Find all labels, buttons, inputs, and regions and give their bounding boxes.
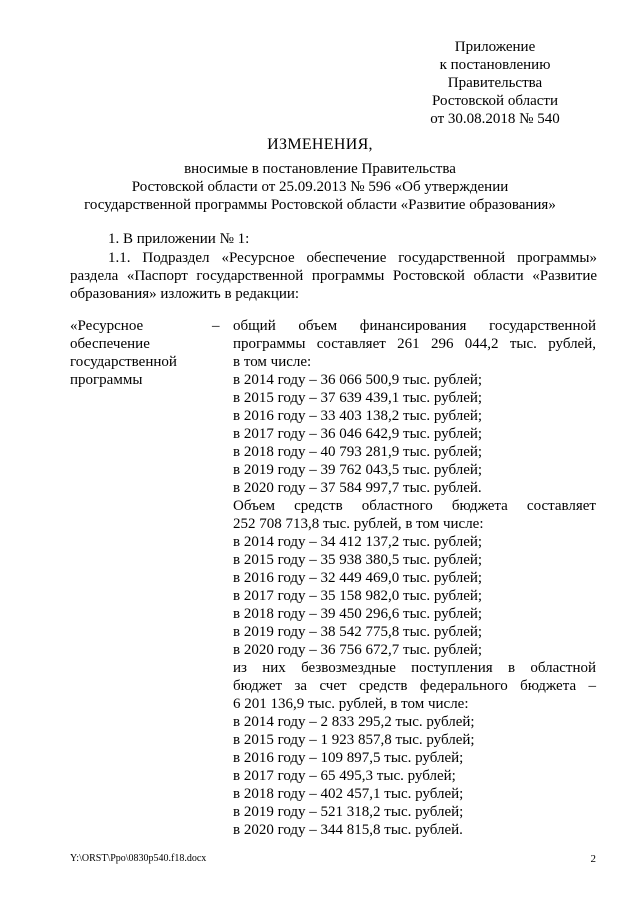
column-dash: – bbox=[212, 318, 220, 334]
funding-line: в 2014 году – 34 412 137,2 тыс. рублей; bbox=[233, 534, 483, 550]
funding-line: программы составляет 261 296 044,2 тыс. рублей, bbox=[233, 336, 596, 352]
subtitle-line: вносимые в постановление Правительства bbox=[184, 161, 456, 177]
footer-file-path: Y:\ORST\Ppo\0830p540.f18.docx bbox=[70, 853, 207, 864]
funding-line: в том числе: bbox=[233, 354, 312, 370]
funding-line: в 2019 году – 38 542 775,8 тыс. рублей; bbox=[233, 624, 483, 640]
item-1-1-paragraph bbox=[70, 249, 597, 303]
subtitle-line: государственной программы Ростовской области «Развитие образования» bbox=[84, 197, 556, 213]
annex-line: от 30.08.2018 № 540 bbox=[430, 111, 560, 127]
funding-line: в 2014 году – 36 066 500,9 тыс. рублей; bbox=[233, 372, 483, 388]
funding-line: в 2018 году – 40 793 281,9 тыс. рублей; bbox=[233, 444, 483, 460]
label-line: «Ресурсное bbox=[70, 318, 144, 334]
label-line: государственной bbox=[70, 354, 177, 370]
funding-line: общий объем финансирования государственной bbox=[233, 318, 596, 334]
funding-line: бюджет за счет средств федерального бюджета – bbox=[233, 678, 596, 694]
funding-line: в 2020 году – 37 584 997,7 тыс. рублей. bbox=[233, 480, 482, 496]
annex-line: Ростовской области bbox=[432, 93, 558, 109]
funding-line: в 2015 году – 37 639 439,1 тыс. рублей; bbox=[233, 390, 483, 406]
funding-line: в 2015 году – 35 938 380,5 тыс. рублей; bbox=[233, 552, 483, 568]
document-subtitle bbox=[60, 160, 580, 214]
funding-line: Объем средств областного бюджета составляет bbox=[233, 498, 596, 514]
annex-line: Приложение bbox=[454, 39, 536, 55]
annex-line: Правительства bbox=[447, 75, 543, 91]
funding-line: в 2018 году – 39 450 296,6 тыс. рублей; bbox=[233, 606, 483, 622]
funding-line: в 2019 году – 521 318,2 тыс. рублей; bbox=[233, 804, 464, 820]
document-title: ИЗМЕНЕНИЯ, bbox=[267, 136, 373, 153]
resource-label-column bbox=[70, 317, 220, 389]
funding-line: в 2018 году – 402 457,1 тыс. рублей; bbox=[233, 786, 464, 802]
funding-line: в 2015 году – 1 923 857,8 тыс. рублей; bbox=[233, 732, 475, 748]
page-number: 2 bbox=[590, 853, 596, 865]
funding-line: в 2016 году – 33 403 138,2 тыс. рублей; bbox=[233, 408, 483, 424]
funding-line: в 2017 году – 35 158 982,0 тыс. рублей; bbox=[233, 588, 483, 604]
subtitle-line: Ростовской области от 25.09.2013 № 596 «Об утверждении bbox=[131, 179, 509, 195]
funding-line: из них безвозмездные поступления в областной bbox=[233, 660, 596, 676]
item-1: 1. В приложении № 1: bbox=[108, 231, 250, 247]
funding-line: 252 708 713,8 тыс. рублей, в том числе: bbox=[233, 516, 484, 532]
annex-line: к постановлению bbox=[439, 57, 551, 73]
funding-line: в 2016 году – 32 449 469,0 тыс. рублей; bbox=[233, 570, 483, 586]
funding-line: в 2020 году – 36 756 672,7 тыс. рублей; bbox=[233, 642, 483, 658]
funding-line: в 2016 году – 109 897,5 тыс. рублей; bbox=[233, 750, 464, 766]
funding-line: в 2017 году – 65 495,3 тыс. рублей; bbox=[233, 768, 456, 784]
label-line: обеспечение bbox=[70, 336, 150, 352]
label-line: программы bbox=[70, 372, 143, 388]
funding-line: в 2014 году – 2 833 295,2 тыс. рублей; bbox=[233, 714, 475, 730]
funding-line: 6 201 136,9 тыс. рублей, в том числе: bbox=[233, 696, 469, 712]
funding-line: в 2020 году – 344 815,8 тыс. рублей. bbox=[233, 822, 463, 838]
paragraph-line: образования» изложить в редакции: bbox=[70, 286, 300, 302]
paragraph-line: раздела «Паспорт государственной программы Ростовской области «Развитие bbox=[70, 268, 597, 284]
funding-line: в 2019 году – 39 762 043,5 тыс. рублей; bbox=[233, 462, 483, 478]
annex-header bbox=[420, 38, 570, 128]
paragraph-line: 1.1. Подраздел «Ресурсное обеспечение государственной программы» bbox=[108, 250, 597, 266]
funding-line: в 2017 году – 36 046 642,9 тыс. рублей; bbox=[233, 426, 483, 442]
funding-details-column bbox=[233, 317, 596, 839]
